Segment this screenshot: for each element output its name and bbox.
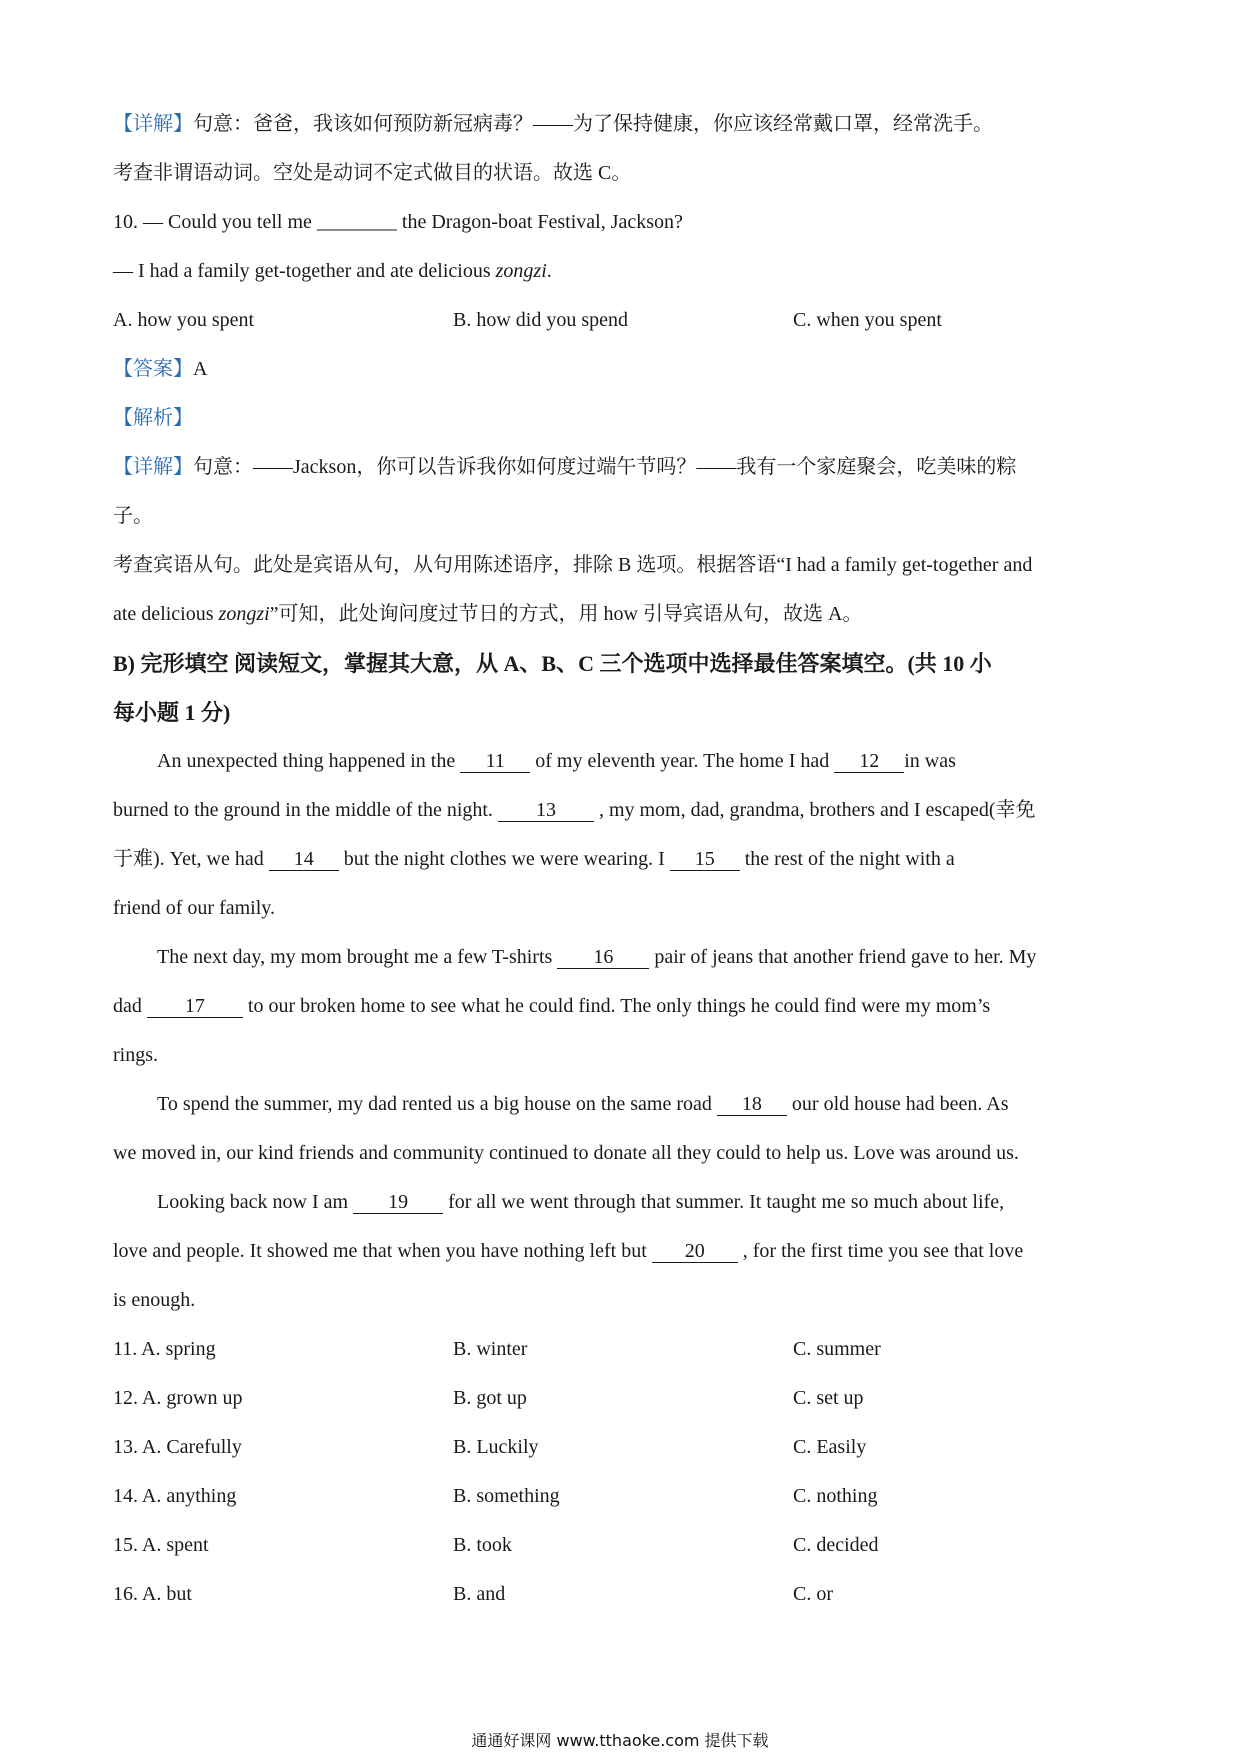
option-c: C. Easily [793, 1436, 867, 1458]
q10-detail4-pre: ate delicious [113, 603, 219, 625]
q10-detail4-post: ”可知，此处询问度过节日的方式，用 how 引导宾语从句，故选 A。 [269, 603, 863, 625]
text-run: To spend the summer, my dad rented us a big house on the same road [157, 1093, 717, 1115]
option-b: B. something [453, 1485, 560, 1507]
text-run: love and people. It showed me that when you have nothing left but [113, 1240, 652, 1262]
passage-line [113, 1227, 1133, 1276]
passage-line: is enough. [113, 1289, 196, 1311]
q10-reply-post: . [546, 260, 552, 282]
text-run: but the night clothes we were wearing. I [338, 848, 670, 870]
passage-line [113, 933, 1133, 982]
q10-detail-line1 [113, 443, 1133, 492]
q10-stem-pre: 10. — Could you tell me [113, 211, 317, 233]
q10-reply-pre: — I had a family get-together and ate delicious [113, 260, 496, 282]
q10-answer [113, 345, 1133, 394]
blank-14: 14 [269, 848, 339, 871]
passage-line [113, 982, 1133, 1031]
option-row [113, 1325, 1133, 1374]
q10-detail-line4 [113, 590, 1133, 639]
option-c: C. nothing [793, 1485, 878, 1507]
passage-line [113, 1080, 1133, 1129]
blank-19: 19 [353, 1191, 443, 1214]
q10-blank: ________ [316, 211, 397, 233]
text-run: the rest of the night with a [739, 848, 955, 870]
text-run: to our broken home to see what he could find. The only things he could find were my mom’s [242, 995, 991, 1017]
text-run: An unexpected thing happened in the [157, 750, 461, 772]
blank-17: 17 [147, 995, 243, 1018]
option-a: 15. A. spent [113, 1534, 209, 1556]
option-b: B. winter [453, 1338, 528, 1360]
page-footer: 通通好课网 www.tthaoke.com 提供下载 [471, 1731, 769, 1750]
answer-tag: 【答案】 [113, 358, 193, 380]
q9-detail-text: 句意：爸爸，我该如何预防新冠病毒？——为了保持健康，你应该经常戴口罩，经常洗手。 [193, 113, 993, 135]
text-run: of my eleventh year. The home I had [530, 750, 835, 772]
q10-reply-italic: zongzi [495, 260, 547, 282]
option-c: C. summer [793, 1338, 881, 1360]
option-c: C. decided [793, 1534, 879, 1556]
text-run: our old house had been. As [786, 1093, 1009, 1115]
passage-line: rings. [113, 1044, 158, 1066]
option-row [113, 1423, 1133, 1472]
option-c: C. or [793, 1583, 833, 1605]
analysis-tag: 【解析】 [113, 407, 193, 429]
option-c: C. set up [793, 1387, 864, 1409]
blank-15: 15 [670, 848, 740, 871]
text-run: Looking back now I am [157, 1191, 354, 1213]
q10-stem-post: the Dragon-boat Festival, Jackson? [396, 211, 683, 233]
q10-stem [113, 198, 1133, 247]
option-a: 12. A. grown up [113, 1387, 243, 1409]
q10-option-c: C. when you spent [793, 309, 942, 331]
blank-11: 11 [460, 750, 530, 773]
answer-value: A [193, 358, 208, 380]
option-a: 16. A. but [113, 1583, 192, 1605]
q10-detail4-italic: zongzi [218, 603, 270, 625]
detail-tag: 【详解】 [113, 456, 193, 478]
text-run: for all we went through that summer. It taught me so much about life, [443, 1191, 1005, 1213]
q10-reply [113, 247, 1133, 296]
q10-options [113, 296, 1133, 345]
option-b: B. got up [453, 1387, 527, 1409]
text-run: 于难). Yet, we had [113, 848, 269, 870]
blank-13: 13 [498, 799, 594, 822]
q10-analysis-tag-line [113, 394, 1133, 443]
q10-detail-line2: 子。 [113, 505, 153, 527]
passage-line [113, 737, 1133, 786]
detail-tag: 【详解】 [113, 113, 193, 135]
blank-18: 18 [717, 1093, 787, 1116]
q9-analysis-line: 考查非谓语动词。空处是动词不定式做目的状语。故选 C。 [113, 162, 632, 184]
blank-12: 12 [834, 750, 904, 773]
text-run: dad [113, 995, 147, 1017]
q10-detail-line3: 考查宾语从句。此处是宾语从句，从句用陈述语序，排除 B 选项。根据答语“I had a family get-together and [113, 554, 1033, 576]
section-b-heading-1: B) 完形填空 阅读短文，掌握其大意，从 A、B、C 三个选项中选择最佳答案填空。(共 10 小 [113, 651, 992, 676]
q9-detail-line [113, 100, 1133, 149]
passage-line [113, 1178, 1133, 1227]
option-row [113, 1570, 1133, 1619]
q10-option-b: B. how did you spend [453, 309, 628, 331]
blank-20: 20 [652, 1240, 738, 1263]
passage-line: we moved in, our kind friends and community continued to donate all they could to help us. Love was around us. [113, 1142, 1019, 1164]
option-b: B. Luckily [453, 1436, 539, 1458]
section-b-heading-2: 每小题 1 分) [113, 700, 231, 725]
text-run: pair of jeans that another friend gave to her. My [649, 946, 1037, 968]
passage-line [113, 786, 1133, 835]
document-page [113, 100, 1133, 1619]
option-b: B. took [453, 1534, 512, 1556]
option-b: B. and [453, 1583, 506, 1605]
option-row [113, 1472, 1133, 1521]
text-run: , my mom, dad, grandma, brothers and I escaped(幸免 [593, 799, 1036, 821]
option-a: 13. A. Carefully [113, 1436, 242, 1458]
passage-line [113, 835, 1133, 884]
option-row [113, 1521, 1133, 1570]
text-run: , for the first time you see that love [737, 1240, 1024, 1262]
option-a: 11. A. spring [113, 1338, 216, 1360]
passage-line: friend of our family. [113, 897, 275, 919]
option-a: 14. A. anything [113, 1485, 237, 1507]
option-row [113, 1374, 1133, 1423]
q10-detail-text1: 句意：——Jackson，你可以告诉我你如何度过端午节吗？——我有一个家庭聚会，吃美味的粽 [193, 456, 1017, 478]
text-run: burned to the ground in the middle of the night. [113, 799, 498, 821]
q10-option-a: A. how you spent [113, 309, 255, 331]
blank-16: 16 [557, 946, 649, 969]
text-run: The next day, my mom brought me a few T-shirts [157, 946, 558, 968]
text-run: in was [904, 750, 956, 772]
